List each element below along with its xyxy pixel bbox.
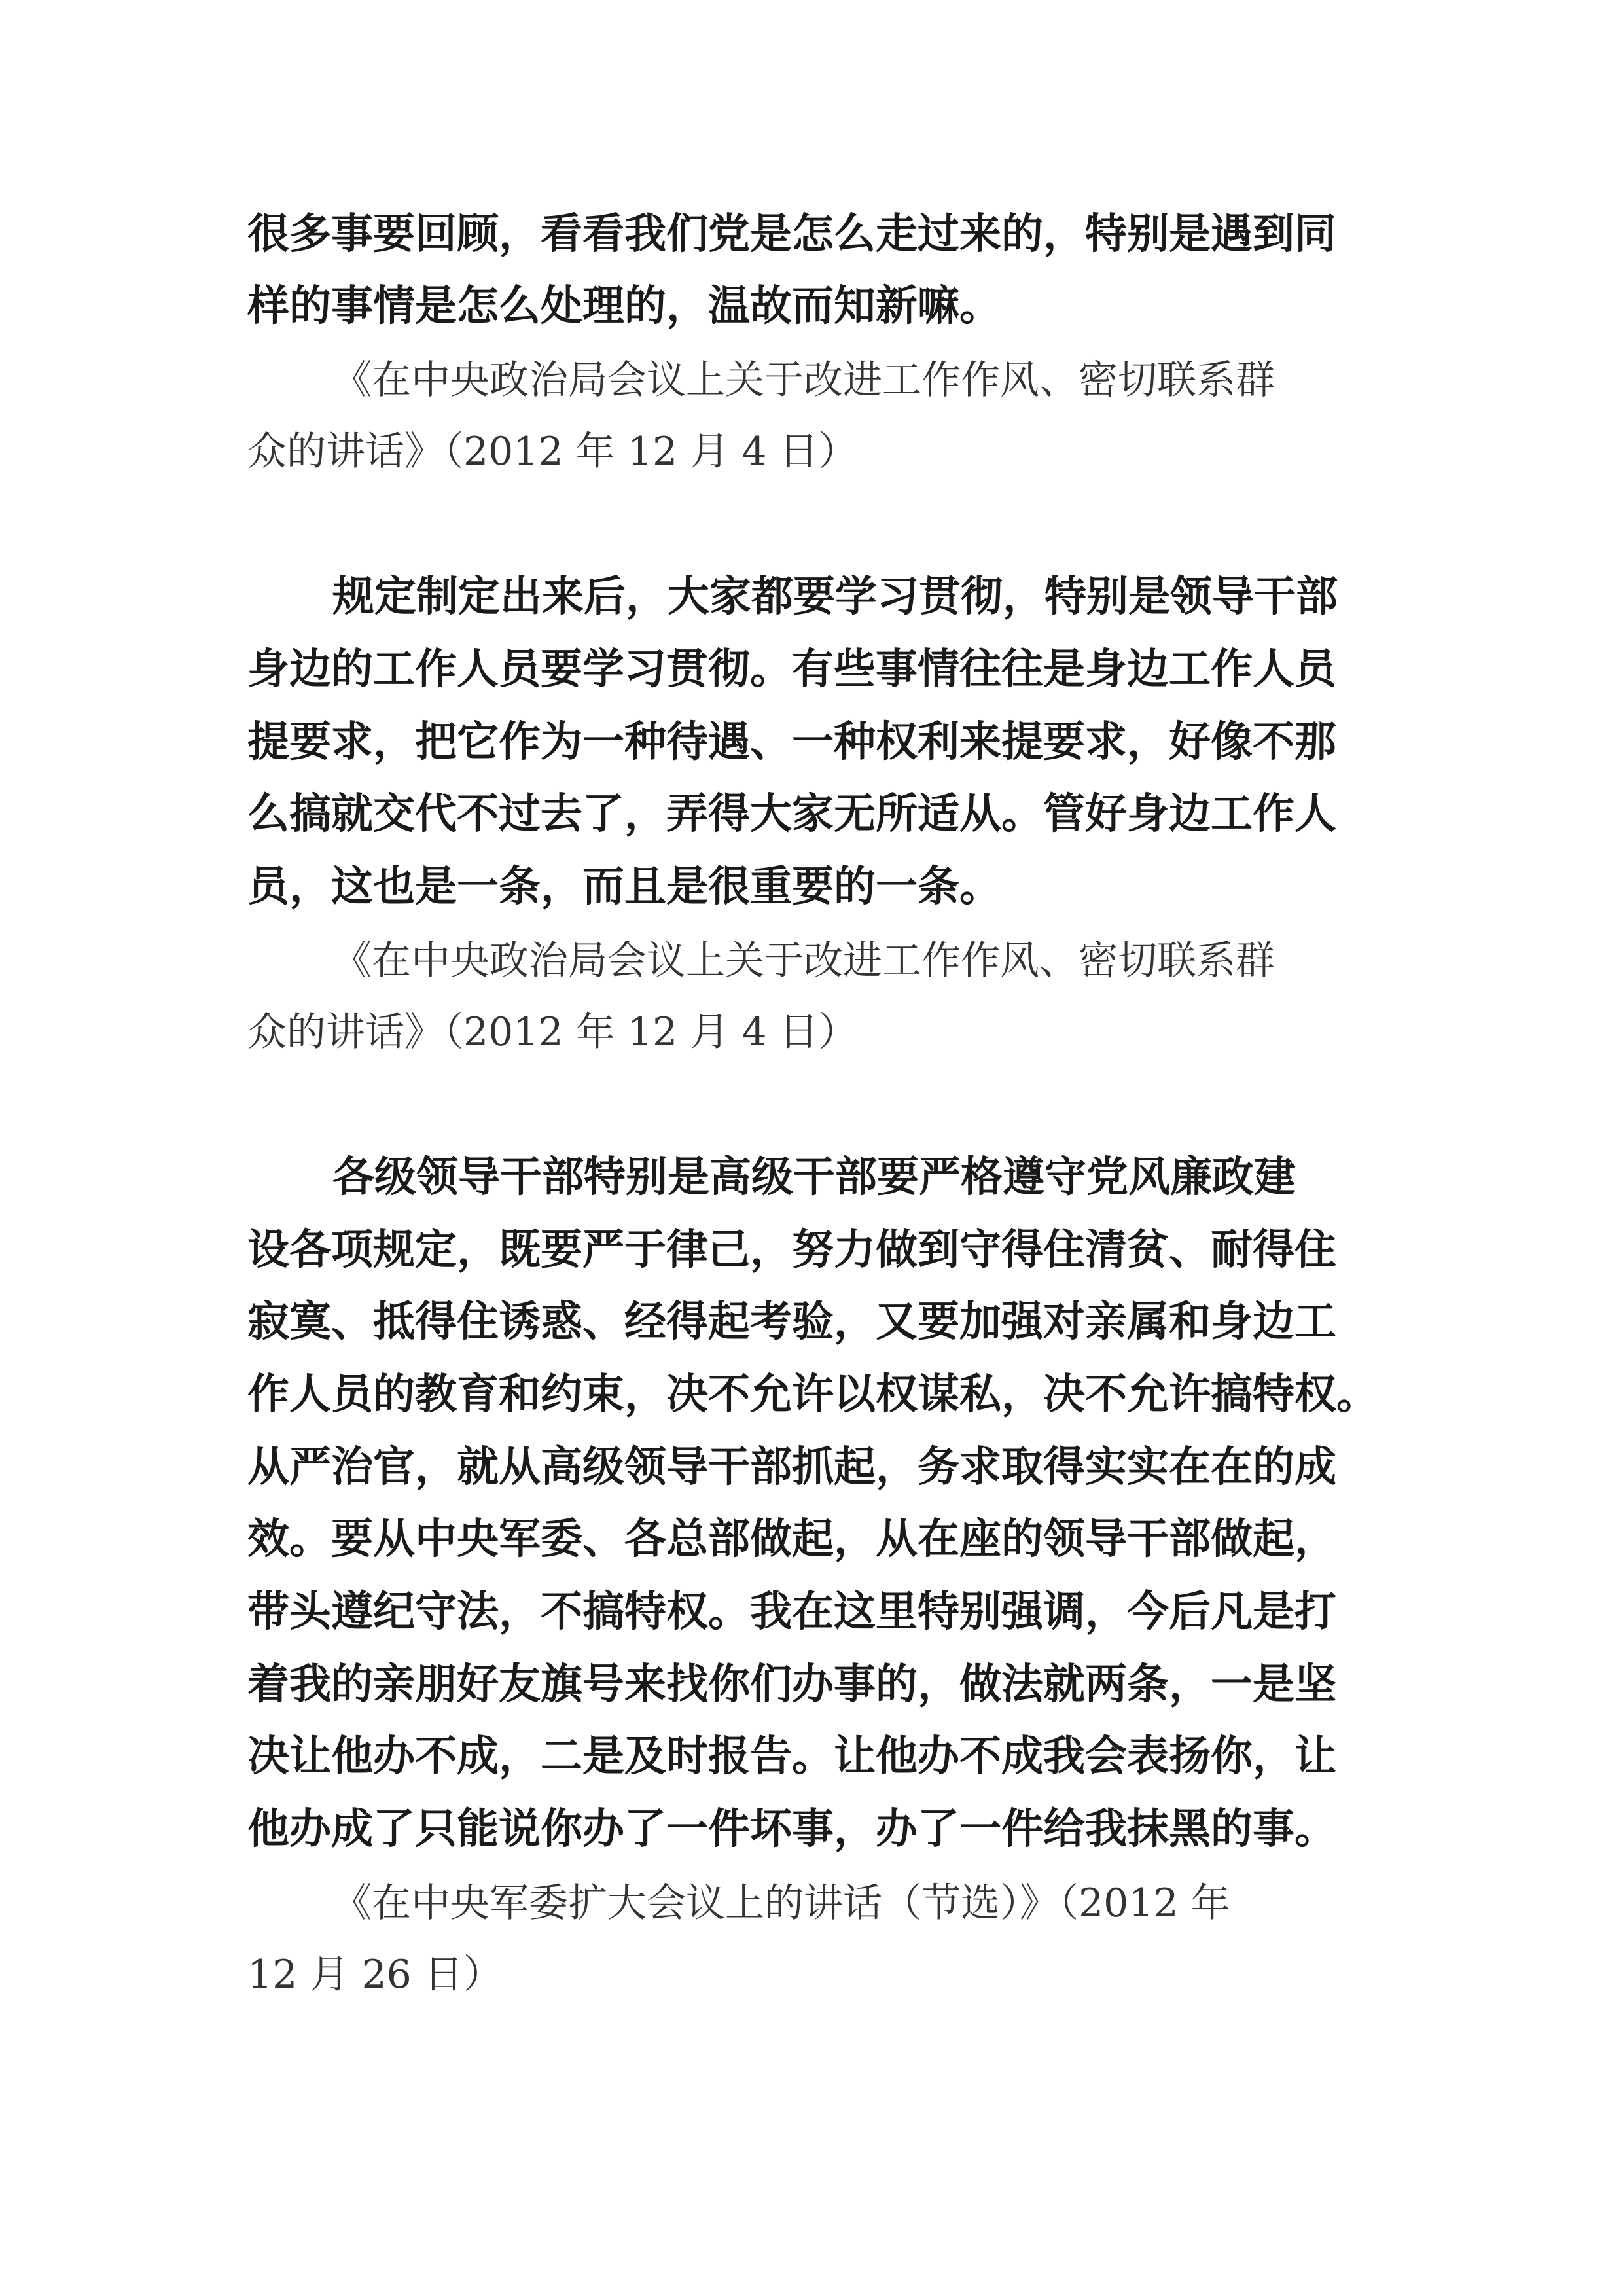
passage-1-citation-line-2: 众的讲话》（2012 年 12 月 4 日） [247,429,858,475]
passage-1-line-1: 很多事要回顾，看看我们党是怎么走过来的，特别是遇到同 [247,210,1336,259]
passage-3-line-7: 带头遵纪守法，不搞特权。我在这里特别强调，今后凡是打 [247,1588,1336,1636]
passage-1-line-2: 样的事情是怎么处理的，温故而知新嘛。 [247,282,1001,331]
passage-2-line-3: 提要求，把它作为一种待遇、一种权利来提要求，好像不那 [247,718,1336,766]
passage-3-line-9: 决让他办不成，二是及时报告。让他办不成我会表扬你，让 [247,1732,1336,1781]
passage-1-citation-line-1: 《在中央政治局会议上关于改进工作作风、密切联系群 [332,357,1275,403]
passage-3-line-5: 从严治官，就从高级领导干部抓起，务求取得实实在在的成 [247,1443,1336,1492]
passage-2-line-4: 么搞就交代不过去了，弄得大家无所适从。管好身边工作人 [247,790,1336,838]
passage-2-citation-line-2: 众的讲话》（2012 年 12 月 4 日） [247,1009,858,1055]
passage-2-line-5: 员，这也是一条，而且是很重要的一条。 [247,863,1001,911]
passage-3-line-8: 着我的亲朋好友旗号来找你们办事的，做法就两条，一是坚 [247,1660,1336,1709]
passage-3-citation-line-2: 12 月 26 日） [247,1952,503,1998]
passage-3-citation-line-1: 《在中央军委扩大会议上的讲话（节选）》（2012 年 [332,1880,1230,1926]
passage-3-line-6: 效。要从中央军委、各总部做起，从在座的领导干部做起， [247,1515,1336,1564]
passage-2-line-1: 规定制定出来后，大家都要学习贯彻，特别是领导干部 [332,573,1338,621]
passage-3-line-3: 寂寞、抵得住诱惑、经得起考验，又要加强对亲属和身边工 [247,1298,1336,1346]
passage-2-line-2: 身边的工作人员要学习贯彻。有些事情往往是身边工作人员 [247,645,1336,694]
passage-3-line-1: 各级领导干部特别是高级干部要严格遵守党风廉政建 [332,1153,1296,1202]
passage-2-citation-line-1: 《在中央政治局会议上关于改进工作作风、密切联系群 [332,938,1275,984]
passage-3-line-4: 作人员的教育和约束，决不允许以权谋私，决不允许搞特权。 [247,1371,1378,1419]
passage-3-line-10: 他办成了只能说你办了一件坏事，办了一件给我抹黑的事。 [247,1805,1336,1854]
passage-3-line-2: 设各项规定，既要严于律己，努力做到守得住清贫、耐得住 [247,1226,1336,1274]
